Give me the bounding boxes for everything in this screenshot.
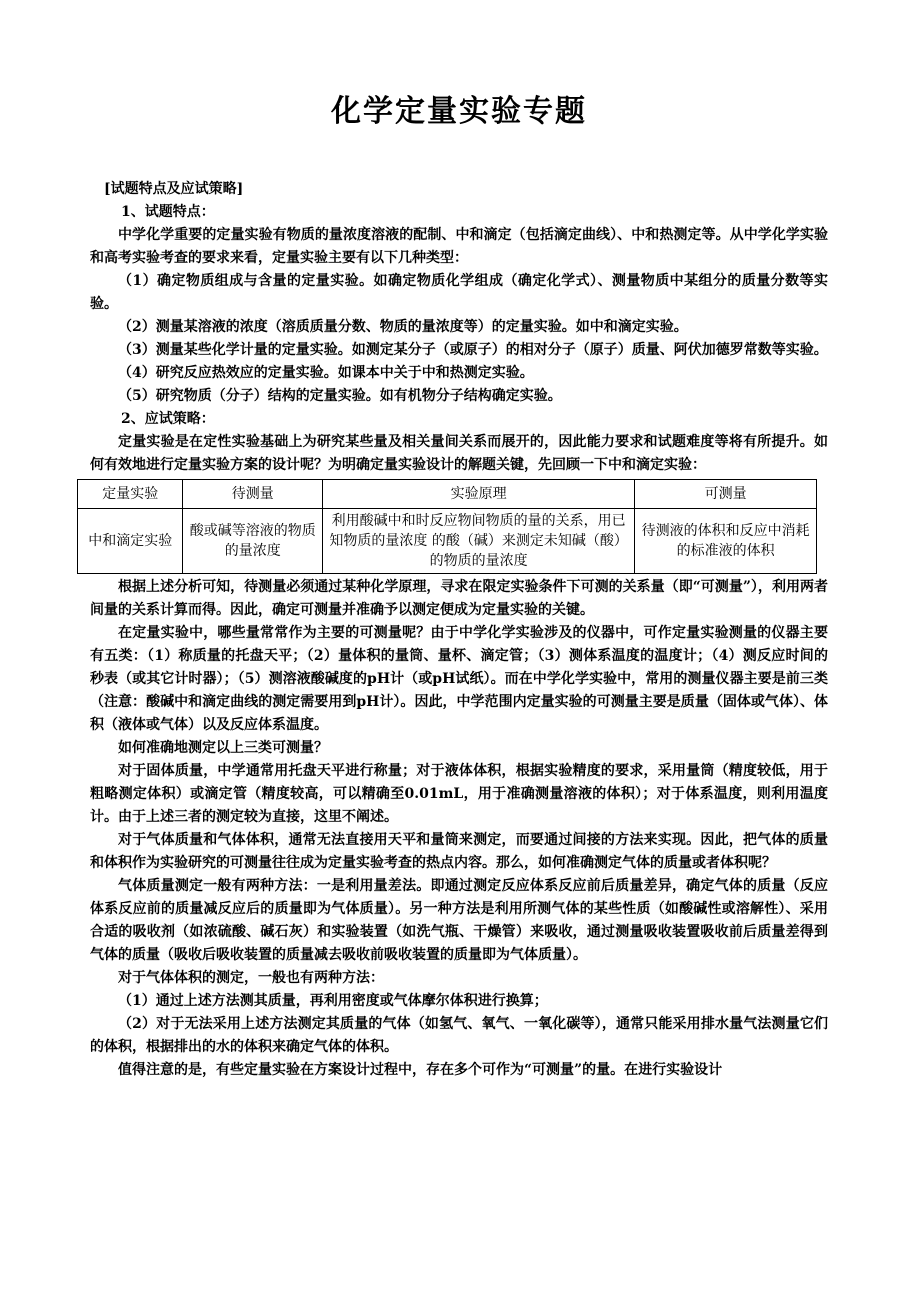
type-item-2: （2）测量某溶液的浓度（溶质质量分数、物质的量浓度等）的定量实验。如中和滴定实验。 bbox=[118, 319, 688, 335]
type-item-1: （1）确定物质组成与含量的定量实验。如确定物质化学组成（确定化学式）、测量物质中某组分的质量分数等实验。 bbox=[90, 273, 828, 312]
table-header-cell: 待测量 bbox=[183, 480, 323, 509]
table-cell: 酸或碱等溶液的物质的量浓度 bbox=[183, 509, 323, 574]
type-item-3: （3）测量某些化学计量的定量实验。如测定某分子（或原子）的相对分子（原子）质量、阿伏加德罗常数等实验。 bbox=[118, 342, 828, 358]
part1-heading: 1、试题特点： bbox=[121, 204, 215, 220]
table-cell: 利用酸碱中和时反应物间物质的量的关系，用已知物质的量浓度 的酸（碱）来测定未知碱（酸）的物质的量浓度 bbox=[322, 509, 634, 574]
body-paragraph: 在定量实验中，哪些量常常作为主要的可测量呢？由于中学化学实验涉及的仪器中，可作定量实验测量的仪器主要有五类：（1）称质量的托盘天平；（2）量体积的量筒、量杯、滴定管；（3）测体系温度的温度计；（4）测反应时间的秒表（或其它计时器）；（5）测溶液酸碱度的pH计（或pH试纸）。而在中学化学实验中，常用的测量仪器主要是前三类（注意：酸碱中和滴定曲线的测定需要用到pH计）。因此，中学范围内定量实验的可测量主要是质量（固体或气体）、体积（液体或气体）以及反应体系温度。 bbox=[90, 625, 828, 733]
body-paragraph: 如何准确地测定以上三类可测量？ bbox=[118, 740, 328, 756]
body-paragraph: 对于气体质量和气体体积，通常无法直接用天平和量筒来测定，而要通过间接的方法来实现。因此，把气体的质量和体积作为实验研究的可测量往往成为定量实验考查的热点内容。那么，如何准确测定气体的质量或者体积呢？ bbox=[90, 832, 828, 871]
body-paragraph: （2）对于无法采用上述方法测定其质量的气体（如氢气、氧气、一氧化碳等），通常只能采用排水量气法测量它们的体积，根据排出的水的体积来确定气体的体积。 bbox=[90, 1016, 828, 1055]
table-cell: 中和滴定实验 bbox=[78, 509, 183, 574]
table-header-row bbox=[78, 480, 817, 509]
body-paragraph: （1）通过上述方法测其质量，再利用密度或气体摩尔体积进行换算； bbox=[118, 993, 548, 1009]
table-cell: 待测液的体积和反应中消耗的标准液的体积 bbox=[635, 509, 817, 574]
part1-intro: 中学化学重要的定量实验有物质的量浓度溶液的配制、中和滴定（包括滴定曲线）、中和热测定等。从中学化学实验和高考实验考查的要求来看，定量实验主要有以下几种类型： bbox=[90, 227, 828, 266]
titration-summary-table bbox=[77, 479, 817, 574]
body-paragraph: 气体质量测定一般有两种方法：一是利用量差法。即通过测定反应体系反应前后质量差异，确定气体的质量（反应体系反应前的质量减反应后的质量即为气体质量）。另一种方法是利用所测气体的某些性质（如酸碱性或溶解性）、采用合适的吸收剂（如浓硫酸、碱石灰）和实验装置（如洗气瓶、干燥管）来吸收，通过测量吸收装置吸收前后质量差得到气体的质量（吸收后吸收装置的质量减去吸收前吸收装置的质量即为气体质量）。 bbox=[90, 878, 828, 963]
table-header-cell: 实验原理 bbox=[322, 480, 634, 509]
body-paragraph: 对于气体体积的测定，一般也有两种方法： bbox=[118, 970, 384, 986]
table-header-cell: 定量实验 bbox=[78, 480, 183, 509]
body-paragraph: 对于固体质量，中学通常用托盘天平进行称量；对于液体体积，根据实验精度的要求，采用量筒（精度较低，用于粗略测定体积）或滴定管（精度较高，可以精确至0.01mL，用于准确测量溶液的体积）；对于体系温度，则利用温度计。由于上述三者的测定较为直接，这里不阐述。 bbox=[90, 763, 828, 825]
body-paragraph: 根据上述分析可知，待测量必须通过某种化学原理，寻求在限定实验条件下可测的关系量（即“可测量”），利用两者间量的关系计算而得。因此，确定可测量并准确予以测定便成为定量实验的关键。 bbox=[90, 579, 828, 618]
page-title: 化学定量实验专题 bbox=[331, 94, 587, 129]
part2-intro: 定量实验是在定性实验基础上为研究某些量及相关量间关系而展开的，因此能力要求和试题难度等将有所提升。如何有效地进行定量实验方案的设计呢？为明确定量实验设计的解题关键，先回顾一下中和滴定实验： bbox=[90, 434, 828, 473]
type-item-5: （5）研究物质（分子）结构的定量实验。如有机物分子结构确定实验。 bbox=[118, 388, 562, 404]
section-heading: [试题特点及应试策略] bbox=[104, 181, 244, 197]
table-row bbox=[78, 509, 817, 574]
table-header-cell: 可测量 bbox=[635, 480, 817, 509]
type-item-4: （4）研究反应热效应的定量实验。如课本中关于中和热测定实验。 bbox=[118, 365, 534, 381]
body-paragraph: 值得注意的是，有些定量实验在方案设计过程中，存在多个可作为“可测量”的量。在进行实验设计 bbox=[118, 1062, 723, 1078]
part2-heading: 2、应试策略： bbox=[121, 411, 215, 427]
